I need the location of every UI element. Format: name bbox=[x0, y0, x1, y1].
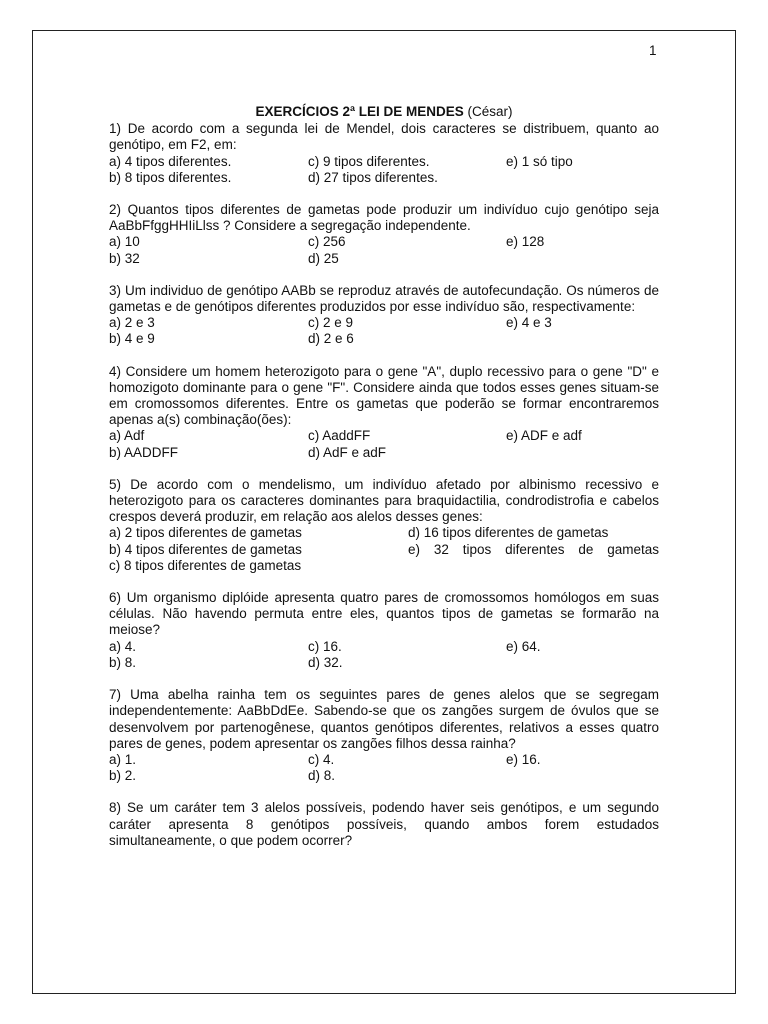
option-d: d) 27 tipos diferentes. bbox=[308, 169, 438, 185]
option-b: b) 2. bbox=[109, 768, 137, 784]
question-2 bbox=[109, 202, 659, 267]
option-e: e) 4 e 3 bbox=[506, 315, 552, 331]
answer-options bbox=[109, 315, 659, 347]
option-b: b) AADDFF bbox=[109, 444, 179, 460]
title-author: (César) bbox=[467, 104, 513, 119]
option-c: c) 8 tipos diferentes de gametas bbox=[109, 557, 302, 573]
question-5 bbox=[109, 477, 659, 574]
option-c: c) 16. bbox=[308, 638, 342, 654]
question-text: 5) De acordo com o mendelismo, um indivíduo afetado por albinismo recessivo e heterozigoto para os caracteres dominantes para braquidactilia, condrodistrofia e cabelos crespos deverá produzir, em relação aos alelos desses genes: bbox=[109, 476, 659, 525]
option-a: a) 1. bbox=[109, 751, 137, 767]
option-a: a) 4 tipos diferentes. bbox=[109, 153, 232, 169]
option-d: d) AdF e adF bbox=[308, 444, 387, 460]
option-d: d) 2 e 6 bbox=[308, 331, 354, 347]
question-text: 1) De acordo com a segunda lei de Mendel, dois caracteres se distribuem, quanto ao genótipo, em F2, em: bbox=[109, 121, 659, 153]
question-7 bbox=[109, 687, 659, 784]
option-c: c) 256 bbox=[308, 234, 346, 250]
option-d: d) 32. bbox=[308, 654, 343, 670]
question-8 bbox=[109, 800, 659, 849]
option-a: a) 2 tipos diferentes de gametas bbox=[109, 525, 302, 541]
option-d: d) 16 tipos diferentes de gametas bbox=[408, 525, 609, 541]
option-e: e) 1 só tipo bbox=[506, 153, 573, 169]
answer-options bbox=[109, 639, 659, 671]
title-text: EXERCÍCIOS 2ª LEI DE MENDES bbox=[255, 104, 464, 119]
option-a: a) 10 bbox=[109, 234, 140, 250]
question-text: 8) Se um caráter tem 3 alelos possíveis, podendo haver seis genótipos, e um segundo caráter apresenta 8 genótipos possíveis, quando ambos forem estudados simultaneamente, o que podem ocorrer? bbox=[109, 800, 659, 848]
option-e: e) 16. bbox=[506, 751, 541, 767]
option-b: b) 8. bbox=[109, 654, 137, 670]
answer-options bbox=[109, 154, 659, 186]
question-3 bbox=[109, 283, 659, 348]
option-c: c) AaddFF bbox=[308, 428, 371, 444]
question-4 bbox=[109, 364, 659, 461]
option-d: d) 8. bbox=[308, 768, 336, 784]
option-b: b) 8 tipos diferentes. bbox=[109, 169, 232, 185]
option-d: d) 25 bbox=[308, 250, 339, 266]
question-text: 3) Um individuo de genótipo AABb se reproduz através de autofecundação. Os números de gametas e de genótipos diferentes produzidos por esse indivíduo são, respectivamente: bbox=[109, 282, 659, 315]
exercise-sheet bbox=[109, 104, 659, 865]
option-e: e) 64. bbox=[506, 638, 541, 654]
answer-options bbox=[109, 752, 659, 784]
page-title bbox=[109, 104, 659, 120]
option-b: b) 4 tipos diferentes de gametas bbox=[109, 541, 302, 557]
option-b: b) 4 e 9 bbox=[109, 331, 155, 347]
page-number: 1 bbox=[649, 43, 657, 58]
option-a: a) 4. bbox=[109, 638, 137, 654]
option-a: a) 2 e 3 bbox=[109, 315, 155, 331]
option-e: e) 128 bbox=[506, 234, 545, 250]
question-1 bbox=[109, 121, 659, 186]
question-text: 7) Uma abelha rainha tem os seguintes pares de genes alelos que se segregam independentemente: AaBbDdEe. Sabendo-se que os zangões surgem de óvulos que se desenvolvem por partenogênese, quantos genótipos diferentes, relativos a esses quatro pares de genes, podem apresentar os zangões filhos dessa rainha? bbox=[109, 687, 659, 751]
answer-options bbox=[109, 428, 659, 460]
option-a: a) Adf bbox=[109, 428, 145, 444]
question-6 bbox=[109, 590, 659, 671]
question-text: 6) Um organismo diplóide apresenta quatro pares de cromossomos homólogos em suas células. Não havendo permuta entre eles, quantos tipos de gametas se formarão na meiose? bbox=[109, 590, 659, 638]
option-e: e) 32 tipos diferentes de gametas bbox=[408, 541, 659, 557]
option-e: e) ADF e adf bbox=[506, 428, 582, 444]
option-c: c) 4. bbox=[308, 751, 335, 767]
question-text: 2) Quantos tipos diferentes de gametas pode produzir um indivíduo cujo genótipo seja AaBbFfggHHIiLlss ? Considere a segregação independente. bbox=[109, 202, 659, 234]
option-c: c) 2 e 9 bbox=[308, 315, 354, 331]
answer-options bbox=[109, 525, 659, 574]
option-b: b) 32 bbox=[109, 250, 140, 266]
option-c: c) 9 tipos diferentes. bbox=[308, 153, 430, 169]
answer-options bbox=[109, 234, 659, 266]
question-text: 4) Considere um homem heterozigoto para o gene "A", duplo recessivo para o gene "D" e homozigoto dominante para o gene "F". Considere ainda que todos esses genes situam-se em cromossomos diferentes. Entre os gametas que poderão se formar encontraremos apenas a(s) combinação(ões): bbox=[109, 363, 659, 428]
